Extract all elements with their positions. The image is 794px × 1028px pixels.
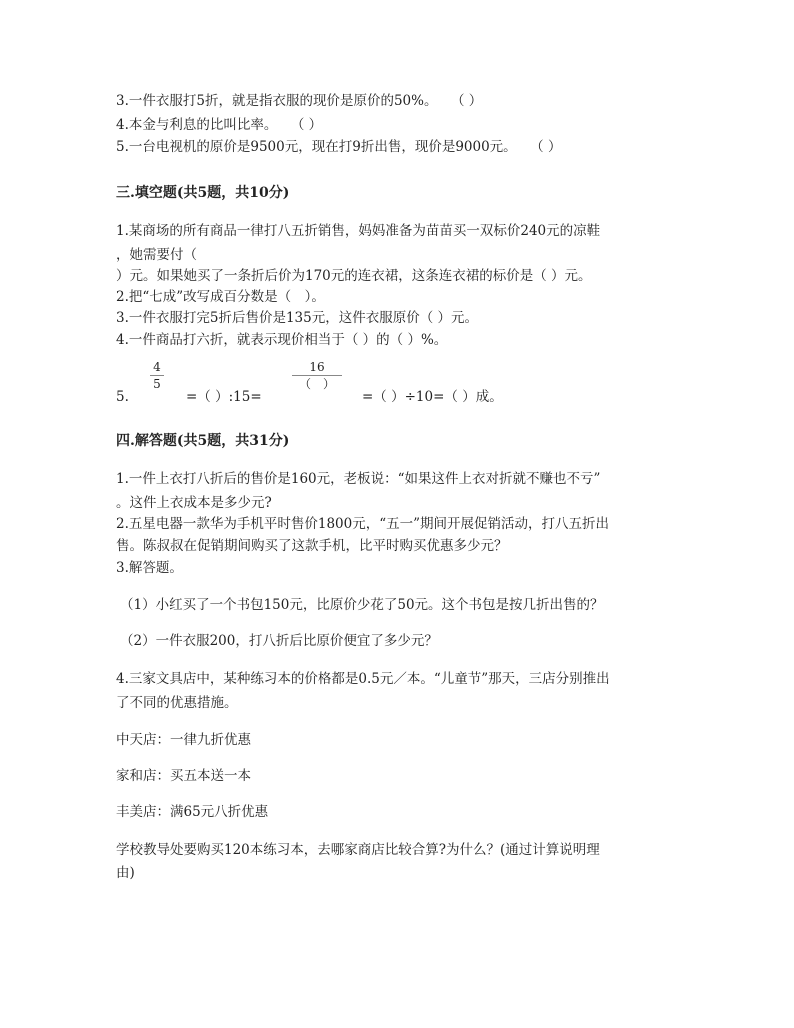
- solve-q4-line2: 了不同的优惠措施。: [116, 695, 238, 711]
- fill-question-3: 3.一件衣服打完5折后售价是135元，这件衣服原价（ ）元。: [116, 310, 479, 326]
- fill-q1-line3: ）元。如果她买了一条折后价为170元的连衣裙，这条连衣裙的标价是（ ）元。: [116, 268, 592, 284]
- section-title-solve: 四.解答题(共5题，共31分): [116, 433, 290, 449]
- store-option-fengmei: 丰美店：满65元八折优惠: [116, 804, 269, 820]
- fraction-four-fifths: [150, 360, 164, 391]
- fill-q5-middle: =（ ）:15=: [186, 389, 262, 405]
- fill-q5-prefix: 5.: [116, 389, 129, 405]
- solve-q3-sub2: （2）一件衣服200，打八折后比原价便宜了多少元？: [120, 633, 438, 649]
- solve-q1-line2: 。这件上衣成本是多少元?: [116, 495, 272, 511]
- solve-final-line1: 学校教导处要购买120本练习本，去哪家商店比较合算?为什么？(通过计算说明理: [116, 842, 600, 858]
- fraction-bar: [292, 375, 342, 376]
- store-option-jiahe: 家和店：买五本送一本: [116, 768, 251, 784]
- fraction-numerator: 16: [309, 360, 325, 374]
- fraction-denominator: 5: [153, 377, 161, 391]
- fraction-bar: [150, 375, 164, 376]
- fill-question-4: 4.一件商品打六折，就表示现价相当于（ ）的（ ）%。: [116, 332, 448, 348]
- section-title-fill: 三.填空题(共5题，共10分): [116, 185, 290, 201]
- fill-q1-line2: ，她需要付（: [116, 247, 197, 263]
- solve-q1-line1: 1.一件上衣打八折后的售价是160元，老板说：“如果这件上衣对折就不赚也不亏”: [116, 471, 601, 487]
- solve-q2-line2: 售。陈叔叔在促销期间购买了这款手机，比平时购买优惠多少元？: [116, 538, 508, 554]
- solve-question-3: 3.解答题。: [116, 560, 183, 576]
- judge-question-4: 4.本金与利息的比叫比率。 （ ）: [116, 117, 323, 133]
- fraction-sixteen-over-blank: [292, 360, 342, 391]
- fraction-denominator: （ ）: [298, 377, 335, 391]
- solve-q2-line1: 2.五星电器一款华为手机平时售价1800元，“五一”期间开展促销活动，打八五折出: [116, 516, 610, 532]
- judge-question-5: 5.一台电视机的原价是9500元，现在打9折出售，现价是9000元。 （ ）: [116, 139, 562, 155]
- fill-q5-tail: =（ ）÷10=（ ）成。: [362, 389, 503, 405]
- solve-final-line2: 由): [116, 865, 135, 881]
- judge-question-3: 3.一件衣服打5折，就是指衣服的现价是原价的50%。 （ ）: [116, 93, 483, 109]
- solve-q3-sub1: （1）小红买了一个书包150元，比原价少花了50元。这个书包是按几折出售的？: [120, 597, 604, 613]
- fill-q1-line1: 1.某商场的所有商品一律打八五折销售，妈妈准备为苗苗买一双标价240元的凉鞋: [116, 223, 601, 239]
- store-option-zhongtian: 中天店：一律九折优惠: [116, 732, 251, 748]
- fraction-numerator: 4: [153, 360, 161, 374]
- fill-question-2: 2.把“七成”改写成百分数是（ ）。: [116, 289, 325, 305]
- solve-q4-line1: 4.三家文具店中，某种练习本的价格都是0.5元／本。“儿童节”那天，三店分别推出: [116, 671, 610, 687]
